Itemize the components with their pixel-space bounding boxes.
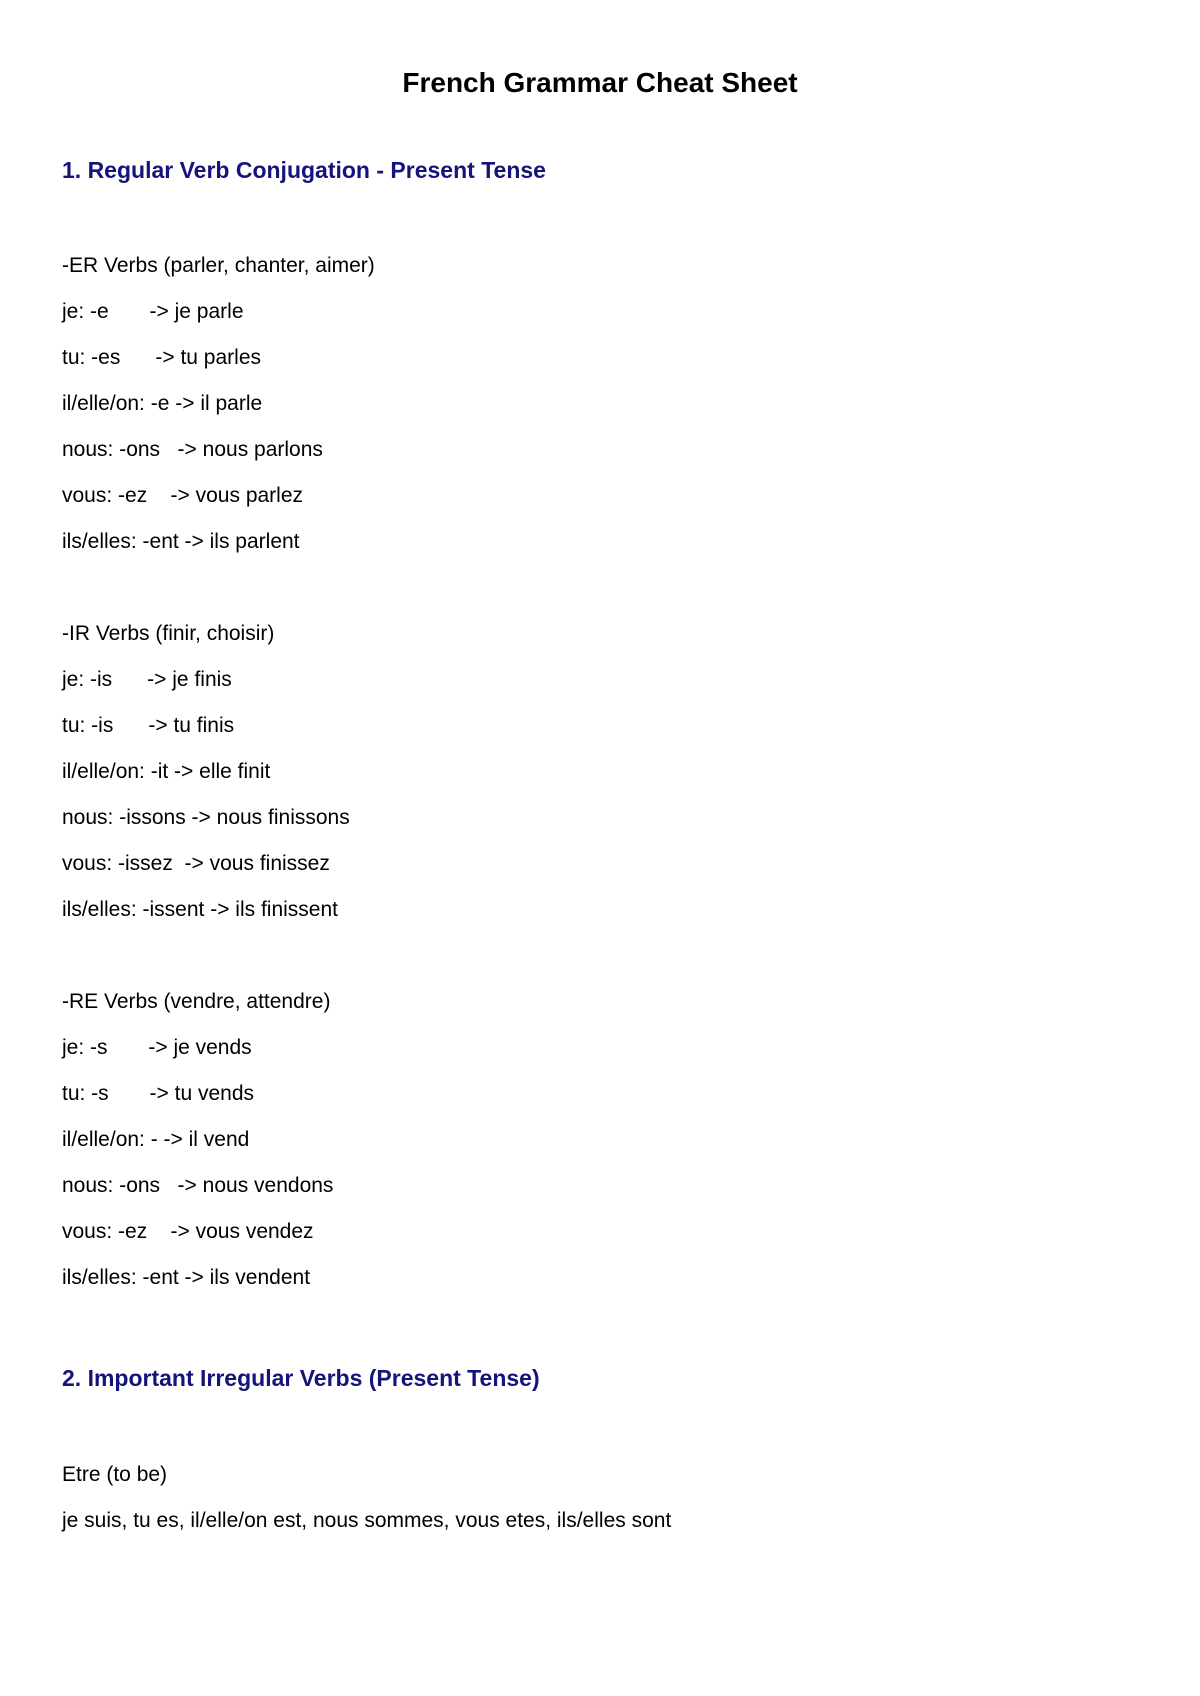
section-heading-regular-verbs: 1. Regular Verb Conjugation - Present Tense [62, 157, 546, 183]
document-title: French Grammar Cheat Sheet [402, 67, 798, 98]
conjugation-line: nous: -issons -> nous finissons [62, 806, 350, 829]
conjugation-line: vous: -ez -> vous parlez [62, 484, 304, 507]
conjugation-line: vous: -ez -> vous vendez [62, 1220, 314, 1243]
verb-group-label-re: -RE Verbs (vendre, attendre) [62, 990, 331, 1013]
conjugation-line: tu: -is -> tu finis [62, 714, 235, 737]
conjugation-line: tu: -s -> tu vends [62, 1082, 254, 1105]
conjugation-line: ils/elles: -ent -> ils vendent [62, 1266, 311, 1289]
conjugation-line: nous: -ons -> nous vendons [62, 1174, 334, 1197]
verb-group-label-er: -ER Verbs (parler, chanter, aimer) [62, 254, 375, 277]
conjugation-line: il/elle/on: -it -> elle finit [62, 760, 271, 783]
conjugation-line: il/elle/on: - -> il vend [62, 1128, 250, 1151]
conjugation-line: il/elle/on: -e -> il parle [62, 392, 263, 415]
conjugation-line: tu: -es -> tu parles [62, 346, 261, 369]
conjugation-line: je: -is -> je finis [62, 668, 232, 691]
conjugation-line: je suis, tu es, il/elle/on est, nous sommes, vous etes, ils/elles sont [62, 1509, 672, 1532]
conjugation-line: ils/elles: -issent -> ils finissent [62, 898, 339, 921]
conjugation-line: je: -s -> je vends [62, 1036, 252, 1059]
verb-group-label-ir: -IR Verbs (finir, choisir) [62, 622, 275, 645]
verb-group-label-etre: Etre (to be) [62, 1463, 168, 1486]
conjugation-line: ils/elles: -ent -> ils parlent [62, 530, 300, 553]
conjugation-line: je: -e -> je parle [62, 300, 244, 323]
section-heading-irregular-verbs: 2. Important Irregular Verbs (Present Tense) [62, 1365, 540, 1391]
conjugation-line: nous: -ons -> nous parlons [62, 438, 323, 461]
conjugation-line: vous: -issez -> vous finissez [62, 852, 330, 875]
